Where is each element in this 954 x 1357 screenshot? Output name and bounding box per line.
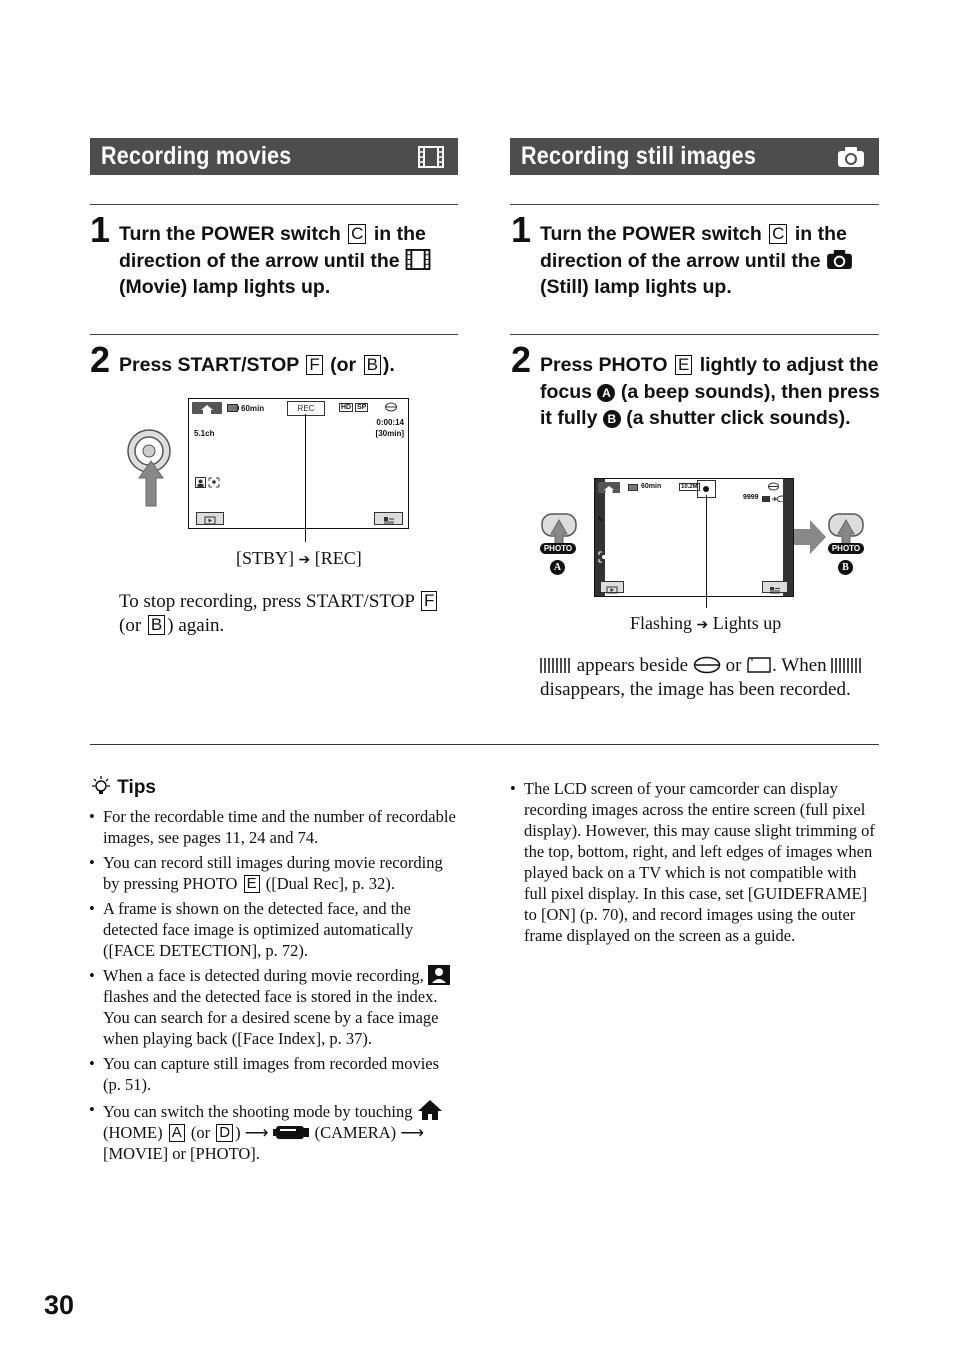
option-icon — [375, 515, 402, 526]
stby-rec-caption: [STBY] ➔ [REC] — [236, 548, 362, 568]
section-header-recording-movies — [90, 138, 458, 175]
list-item: • For the recordable time and the number of recordable images, see pages 11, 24 and 74. — [89, 806, 461, 848]
label-d: D — [216, 1124, 233, 1142]
section-title: Recording movies — [101, 142, 292, 170]
battery-time: 60min — [241, 404, 265, 413]
flashing-caption: Flashing ➔ Lights up — [630, 613, 782, 633]
label-f: F — [306, 355, 322, 375]
list-item: • When a face is detected during movie recording, flashes and the detected face is stored in the index. You can search for a desired scene by a face image when playing back ([Face Index], p. 37). — [89, 965, 461, 1049]
home-button[interactable] — [598, 482, 620, 493]
camera-mode-icon — [272, 1123, 310, 1141]
camera-icon — [826, 249, 853, 270]
divider — [510, 204, 879, 205]
rec-indicator: REC — [287, 401, 325, 416]
movie-icon — [418, 146, 444, 168]
step-number: 2 — [511, 339, 532, 380]
recording-bars-icon — [540, 658, 572, 673]
callout-line — [305, 414, 306, 542]
list-item: • A frame is shown on the detected face, and the detected face image is optimized automatically ([FACE DETECTION], p. 72). — [89, 898, 461, 961]
start-stop-button-illustration — [116, 428, 188, 508]
hdd-icon — [385, 402, 397, 412]
recording-note: appears beside or . When disappears, the image has been recorded. — [540, 654, 880, 702]
stop-instructions: To stop recording, press START/STOP F (or B ) again. — [119, 590, 464, 638]
arrow-right-icon: ⟶ — [244, 1123, 269, 1142]
tips-list-left — [89, 806, 461, 1168]
hdd-icon — [693, 656, 721, 674]
option-button[interactable] — [762, 581, 788, 593]
remaining-time: [30min] — [375, 429, 404, 438]
label-c: C — [769, 224, 787, 244]
label-a: A — [169, 1124, 185, 1142]
tips-heading: Tips — [90, 775, 156, 799]
marker-a: A — [597, 384, 615, 402]
recording-bars-icon — [831, 658, 863, 673]
audio-mode: 5.1ch — [194, 429, 215, 438]
page-number: 30 — [44, 1290, 75, 1320]
movie-icon — [405, 249, 431, 270]
hdd-icon — [768, 482, 779, 491]
list-item: • You can capture still images from recorded movies (p. 51). — [89, 1053, 461, 1095]
step2-text: Press PHOTO E lightly to adjust the focus A (a beep sounds), then press it fully B (a shutter click sounds). — [540, 354, 880, 429]
divider — [510, 334, 879, 335]
divider — [90, 204, 458, 205]
option-button[interactable] — [374, 512, 403, 525]
camera-icon — [837, 146, 865, 168]
left-edge-shade — [595, 479, 605, 596]
step-number: 2 — [90, 339, 111, 380]
playback-button[interactable] — [196, 512, 224, 525]
callout-line — [706, 495, 707, 608]
marker-b: B — [603, 410, 621, 428]
list-item: • You can switch the shooting mode by touching (HOME) A (or D ) ⟶ (CAMERA) ⟶ [MOVIE] or [PHOTO]. — [89, 1099, 461, 1164]
lightbulb-icon — [90, 775, 112, 797]
section-title: Recording still images — [521, 142, 757, 170]
label-e: E — [675, 355, 692, 375]
step1-text: Turn the POWER switch C in the direction of the arrow until the (Movie) lamp lights up. — [119, 221, 464, 301]
elapsed-time: 0:00:14 — [376, 418, 404, 427]
sp-badge: SP — [357, 404, 367, 411]
face-detection-icon — [598, 551, 610, 563]
battery-icon — [227, 404, 239, 412]
home-button[interactable] — [192, 402, 222, 414]
recording-status-icon — [762, 494, 788, 502]
tips-list-right — [510, 778, 880, 950]
label-e: E — [244, 875, 260, 893]
lcd-screen-still — [594, 478, 794, 597]
home-icon — [417, 1099, 443, 1121]
option-icon — [763, 585, 787, 595]
home-icon — [192, 403, 222, 415]
list-item: • You can record still images during movie recording by pressing PHOTO E ([Dual Rec], p. 32). — [89, 852, 461, 894]
section-divider — [90, 744, 879, 745]
play-icon — [197, 515, 223, 526]
photo-label: PHOTO — [540, 543, 576, 554]
arrow-right-icon: ➔ — [298, 553, 311, 568]
step-number: 1 — [90, 209, 111, 250]
list-item: • The LCD screen of your camcorder can display recording images across the entire screen (full pixel display). However, this may cause slight trimming of the top, bottom, right, and left edges of images when played back on a TV which is not compatible with full pixel display. In this case, set [GUIDEFRAME] to [ON] (p. 70), and record images using the outer frame displayed on the screen as a guide. — [510, 778, 880, 946]
memory-card-icon — [746, 657, 772, 673]
section-header-recording-still-images — [510, 138, 879, 175]
photo-label: PHOTO — [828, 543, 864, 554]
photo-button-half-press — [539, 512, 579, 576]
play-icon — [601, 585, 623, 595]
step-number: 1 — [511, 209, 532, 250]
photo-button-full-press — [826, 512, 866, 576]
lcd-screen-movie — [188, 398, 409, 529]
face-icon — [428, 965, 450, 985]
label-b: B — [364, 355, 381, 375]
hd-badge: HD — [341, 404, 352, 411]
playback-button[interactable] — [600, 581, 624, 593]
arrow-right-icon: ⟶ — [400, 1123, 424, 1142]
label-c: C — [348, 224, 366, 244]
marker-b: B — [838, 560, 853, 575]
flash-icon: ϟ — [598, 515, 603, 524]
remaining-images: 9999 — [743, 494, 759, 501]
face-detection-icon — [195, 477, 221, 489]
arrow-right-icon — [794, 520, 826, 554]
battery-icon — [628, 484, 639, 491]
arrow-right-icon: ➔ — [696, 618, 709, 633]
battery-time: 60min — [641, 483, 662, 490]
label-f: F — [421, 591, 437, 611]
label-b: B — [148, 615, 165, 635]
divider — [90, 334, 458, 335]
step1-text: Turn the POWER switch C in the direction of the arrow until the (Still) lamp lights up. — [540, 221, 885, 301]
home-icon — [598, 484, 620, 495]
image-size: 10.2M — [681, 484, 698, 490]
step2-text: Press START/STOP F (or B ). — [119, 354, 395, 376]
marker-a: A — [550, 560, 565, 575]
